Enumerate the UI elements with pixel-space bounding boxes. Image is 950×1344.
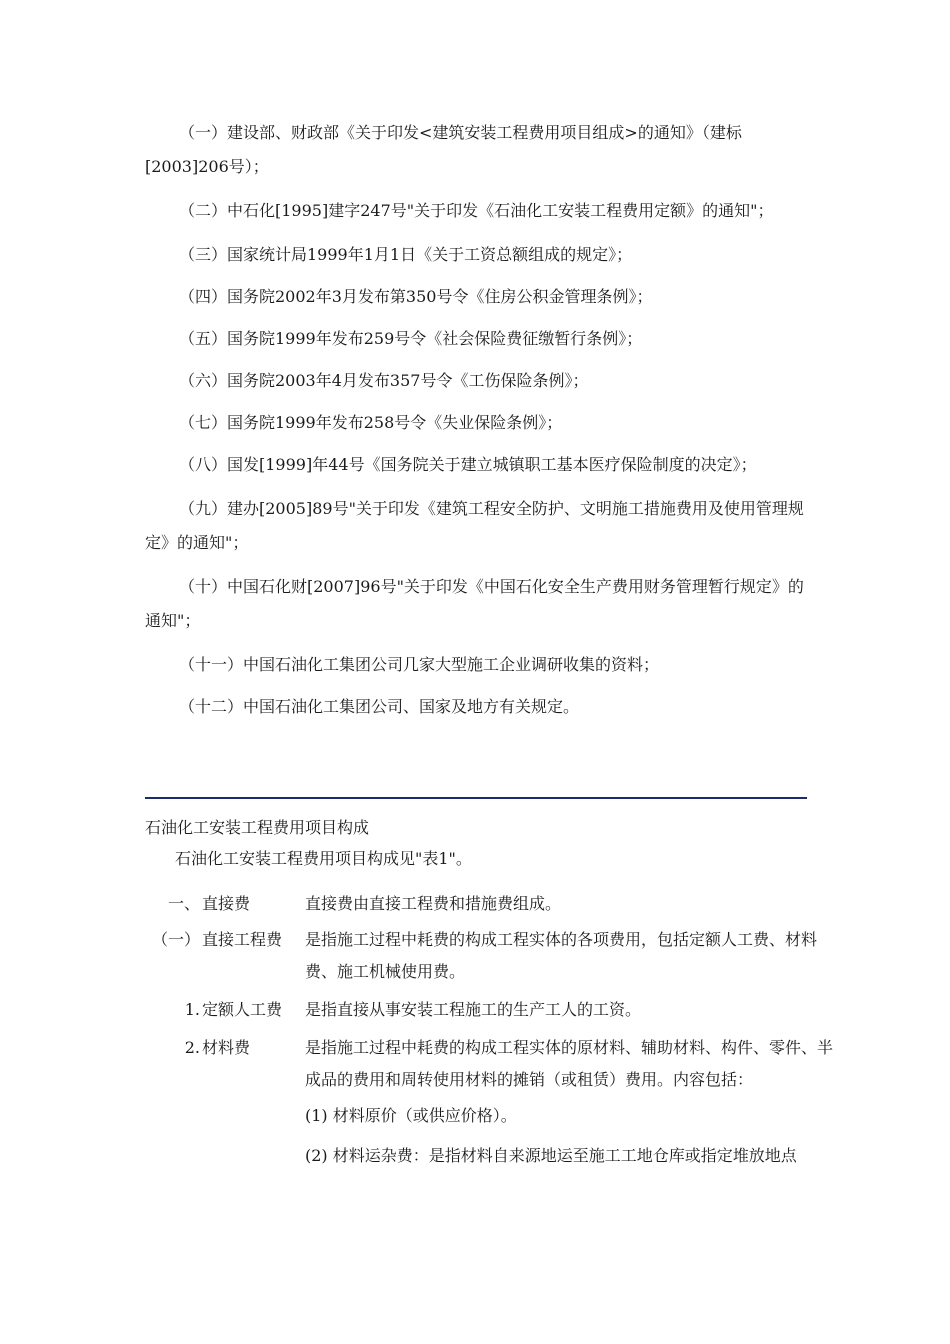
item-label: 直接费 xyxy=(202,894,251,913)
reference-item: （十一）中国石油化工集团公司几家大型施工企业调研收集的资料； xyxy=(179,655,660,674)
table-row xyxy=(145,994,845,1032)
section-intro: 石油化工安装工程费用项目构成见"表1"。 xyxy=(175,849,472,868)
section-title: 石油化工安装工程费用项目构成 xyxy=(145,818,370,837)
reference-list xyxy=(145,116,810,724)
sub-item: (2) 材料运杂费：是指材料自来源地运至施工工地仓库或指定堆放地点 xyxy=(305,1146,797,1165)
table-row xyxy=(145,1032,845,1176)
item-number: （一） xyxy=(151,930,200,949)
reference-item: （三）国家统计局1999年1月1日《关于工资总额组成的规定》； xyxy=(179,245,633,264)
item-label: 材料费 xyxy=(202,1038,251,1057)
table-row xyxy=(145,924,845,994)
sub-item: (1) 材料原价（或供应价格）。 xyxy=(305,1106,517,1125)
item-description: 是指施工过程中耗费的构成工程实体的各项费用，包括定额人工费、材料费、施工机械使用费。 xyxy=(305,930,818,981)
reference-item: （九）建办[2005]89号"关于印发《建筑工程安全防护、文明施工措施费用及使用管理规定》的通知"； xyxy=(145,499,804,552)
item-number: 2. xyxy=(184,1038,200,1057)
table-row xyxy=(145,888,845,924)
item-number: 一、 xyxy=(167,894,200,913)
section-divider xyxy=(145,797,807,799)
reference-item: （二）中石化[1995]建字247号"关于印发《石油化工安装工程费用定额》的通知"； xyxy=(179,201,774,220)
reference-item: （一）建设部、财政部《关于印发<建筑安装工程费用项目组成>的通知》（建标[2003]206号）； xyxy=(145,123,742,176)
reference-item: （六）国务院2003年4月发布357号令《工伤保险条例》； xyxy=(179,371,589,390)
item-description: 是指直接从事安装工程施工的生产工人的工资。 xyxy=(305,1000,642,1019)
reference-item: （七）国务院1999年发布258号令《失业保险条例》； xyxy=(179,413,563,432)
item-number: 1. xyxy=(184,1000,200,1019)
item-label: 定额人工费 xyxy=(202,1000,283,1019)
item-label: 直接工程费 xyxy=(202,930,283,949)
item-description-text: 是指施工过程中耗费的构成工程实体的原材料、辅助材料、构件、零件、半成品的费用和周转使用材料的摊销（或租赁）费用。内容包括： xyxy=(305,1038,834,1089)
item-description xyxy=(305,1032,845,1176)
reference-item: （十）中国石化财[2007]96号"关于印发《中国石化安全生产费用财务管理暂行规定》的通知"； xyxy=(145,577,804,630)
reference-item: （八）国发[1999]年44号《国务院关于建立城镇职工基本医疗保险制度的决定》； xyxy=(179,455,757,474)
reference-item: （十二）中国石油化工集团公司、国家及地方有关规定。 xyxy=(179,697,580,716)
cost-items-table xyxy=(145,888,845,1176)
reference-item: （四）国务院2002年3月发布第350号令《住房公积金管理条例》； xyxy=(179,287,653,306)
reference-item: （五）国务院1999年发布259号令《社会保险费征缴暂行条例》； xyxy=(179,329,643,348)
item-description: 直接费由直接工程费和措施费组成。 xyxy=(305,894,562,913)
